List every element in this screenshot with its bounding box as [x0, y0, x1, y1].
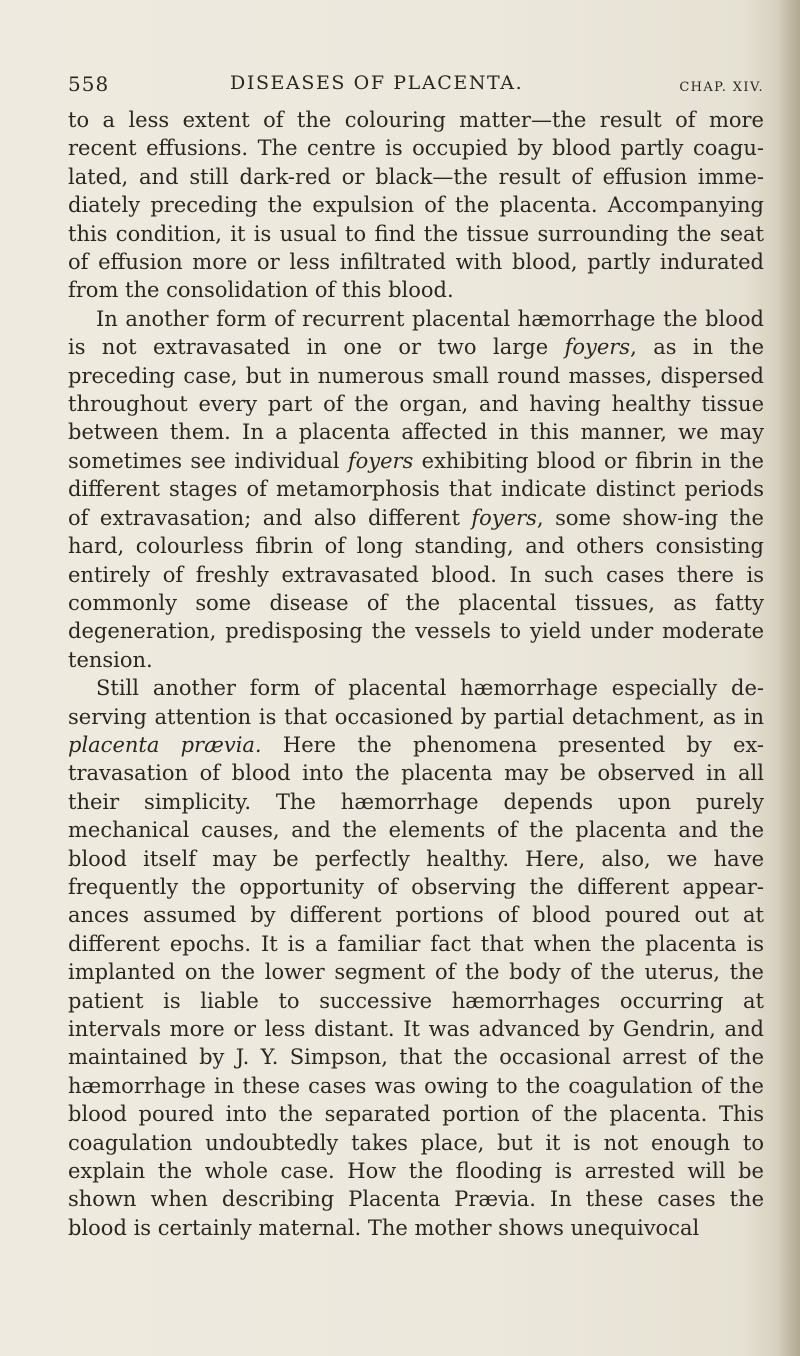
page-edge-shadow [778, 0, 800, 1356]
paragraph-2 [68, 305, 764, 674]
paragraph-2-text-c: exhibiting blood or fibrin in the different stages of metamorphosis that indicate distinct periods of extravasation; and also different [68, 448, 764, 530]
paragraph-3-text-a: Still another form of placental hæmorrhage especially de-serving attention is that occasioned by partial detachment, as in [68, 676, 764, 729]
italic-term-foyers: foyers [347, 448, 414, 473]
paragraph-3 [68, 674, 764, 1242]
paragraph-1 [68, 106, 764, 305]
paragraph-2-text-b: , as in the preceding case, but in numerous small round masses, dispersed throughout every part of the organ, and having healthy tissue between them. In a placenta affected in this manner, we may sometimes see individual [68, 335, 765, 473]
body-text [68, 106, 764, 1242]
page-header [68, 70, 764, 104]
running-title: DISEASES OF PLACENTA. [230, 72, 524, 94]
paragraph-2-text-a: In another form of recurrent placental hæmorrhage the blood is not extravasated in one or two large [68, 306, 764, 360]
page-number: 558 [68, 72, 110, 96]
paragraph-1-text: to a less extent of the colouring matter—the result of more recent effusions. The centre is occupied by blood partly coagu-lated, and still dark-red or black—the result of effusion imme-diately preceding the expulsion of the placenta. Accompanying this condition, it is usual to find the tissue surrounding the seat of effusion more or less infiltrated with blood, partly indurated from the consolidation of this blood. [68, 108, 764, 303]
italic-term-foyers: foyers [564, 335, 631, 360]
italic-term-placenta-praevia: placenta prævia. [68, 732, 262, 757]
paragraph-3-text-b: Here the phenomena presented by ex-travasation of blood into the placenta may be observed in all their simplicity. The hæmorrhage depends upon purely mechanical causes, and the elements of the placenta and the blood itself may be perfectly healthy. Here, also, we have frequently the opportunity of observing the different appear-ances assumed by different portions of blood poured out at different epochs. It is a familiar fact that when the placenta is implanted on the lower segment of the body of the uterus, the patient is liable to successive hæmorrhages occurring at intervals more or less distant. It was advanced by Gendrin, and maintained by J. Y. Simpson, that the occasional arrest of the hæmorrhage in these cases was owing to the coagulation of the blood poured into the separated portion of the placenta. This coagulation undoubtedly takes place, but it is not enough to explain the whole case. How the flooding is arrested will be shown when describing Placenta Prævia. In these cases the blood is certainly maternal. The mother shows unequivocal [68, 732, 764, 1240]
italic-term-foyers: foyers [471, 505, 537, 530]
chapter-label: CHAP. XIV. [679, 80, 764, 95]
paragraph-2-text-d: , some show-ing the hard, colourless fibrin of long standing, and others consisting entirely of freshly extravasated blood. In such cases there is commonly some disease of the placental tissues, as fatty degeneration, predisposing the vessels to yield under moderate tension. [68, 505, 764, 672]
